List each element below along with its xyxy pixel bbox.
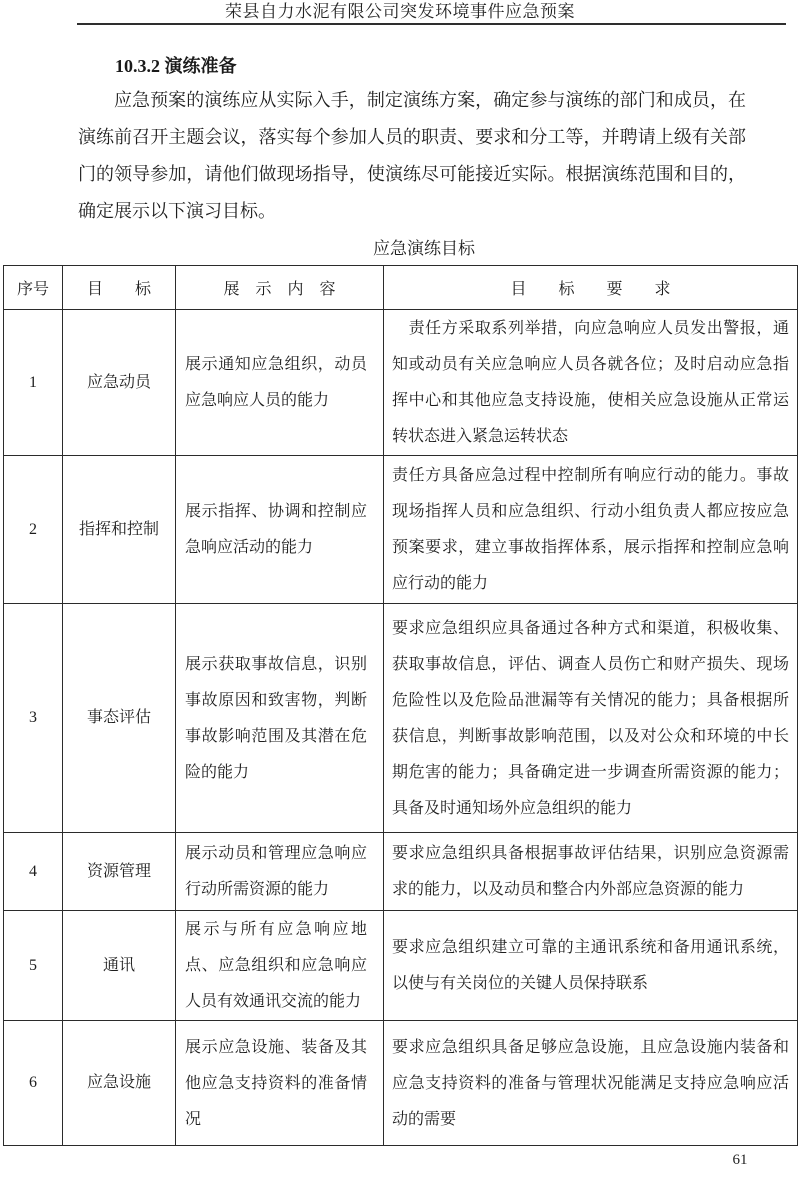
cell-target: 事态评估 <box>63 604 176 833</box>
cell-no: 4 <box>4 833 63 911</box>
cell-no: 5 <box>4 911 63 1021</box>
cell-content: 展示指挥、协调和控制应急响应活动的能力 <box>176 456 384 604</box>
table-row <box>4 604 798 833</box>
cell-requirement: 要求应急组织建立可靠的主通讯系统和备用通讯系统，以使与有关岗位的关键人员保持联系 <box>384 911 798 1021</box>
col-header-requirement: 目 标 要 求 <box>384 266 798 310</box>
cell-content: 展示与所有应急响应地点、应急组织和应急响应人员有效通讯交流的能力 <box>176 911 384 1021</box>
table-row <box>4 310 798 456</box>
cell-requirement: 要求应急组织具备根据事故评估结果，识别应急资源需求的能力，以及动员和整合内外部应急资源的能力 <box>384 833 798 911</box>
cell-no: 6 <box>4 1021 63 1146</box>
page-number: 61 <box>732 1152 748 1168</box>
cell-no: 1 <box>4 310 63 456</box>
cell-requirement: 责任方采取系列举措，向应急响应人员发出警报，通知或动员有关应急响应人员各就各位；及时启动应急指挥中心和其他应急支持设施，使相关应急设施从正常运转状态进入紧急运转状态 <box>384 310 798 456</box>
header-rule <box>77 23 786 25</box>
col-header-content: 展 示 内 容 <box>176 266 384 310</box>
col-header-no: 序号 <box>4 266 63 310</box>
cell-content: 展示应急设施、装备及其他应急支持资料的准备情况 <box>176 1021 384 1146</box>
col-header-target: 目 标 <box>63 266 176 310</box>
table-title: 应急演练目标 <box>373 239 475 258</box>
cell-requirement: 要求应急组织应具备通过各种方式和渠道，积极收集、获取事故信息，评估、调查人员伤亡和财产损失、现场危险性以及危险品泄漏等有关情况的能力；具备根据所获信息，判断事故影响范围，以及对公众和环境的中长期危害的能力；具备确定进一步调查所需资源的能力；具备及时通知场外应急组织的能力 <box>384 604 798 833</box>
table-header-row <box>4 266 798 310</box>
cell-content: 展示获取事故信息，识别事故原因和致害物，判断事故影响范围及其潜在危险的能力 <box>176 604 384 833</box>
cell-target: 通讯 <box>63 911 176 1021</box>
cell-no: 3 <box>4 604 63 833</box>
cell-content: 展示动员和管理应急响应行动所需资源的能力 <box>176 833 384 911</box>
drill-objectives-table <box>3 265 798 1146</box>
table-row <box>4 833 798 911</box>
cell-content: 展示通知应急组织，动员应急响应人员的能力 <box>176 310 384 456</box>
cell-requirement: 责任方具备应急过程中控制所有响应行动的能力。事故现场指挥人员和应急组织、行动小组负责人都应按应急预案要求，建立事故指挥体系，展示指挥和控制应急响应行动的能力 <box>384 456 798 604</box>
cell-target: 应急动员 <box>63 310 176 456</box>
table-row <box>4 911 798 1021</box>
cell-no: 2 <box>4 456 63 604</box>
cell-target: 指挥和控制 <box>63 456 176 604</box>
document-header-title: 荣县自力水泥有限公司突发环境事件应急预案 <box>225 2 575 21</box>
table-row <box>4 456 798 604</box>
section-heading: 10.3.2 演练准备 <box>115 56 237 76</box>
table-row <box>4 1021 798 1146</box>
cell-target: 资源管理 <box>63 833 176 911</box>
cell-requirement: 要求应急组织具备足够应急设施，且应急设施内装备和应急支持资料的准备与管理状况能满足支持应急响应活动的需要 <box>384 1021 798 1146</box>
cell-target: 应急设施 <box>63 1021 176 1146</box>
section-paragraph: 应急预案的演练应从实际入手，制定演练方案，确定参与演练的部门和成员，在演练前召开主题会议，落实每个参加人员的职责、要求和分工等，并聘请上级有关部门的领导参加，请他们做现场指导，使演练尽可能接近实际。根据演练范围和目的，确定展示以下演习目标。 <box>78 90 746 221</box>
